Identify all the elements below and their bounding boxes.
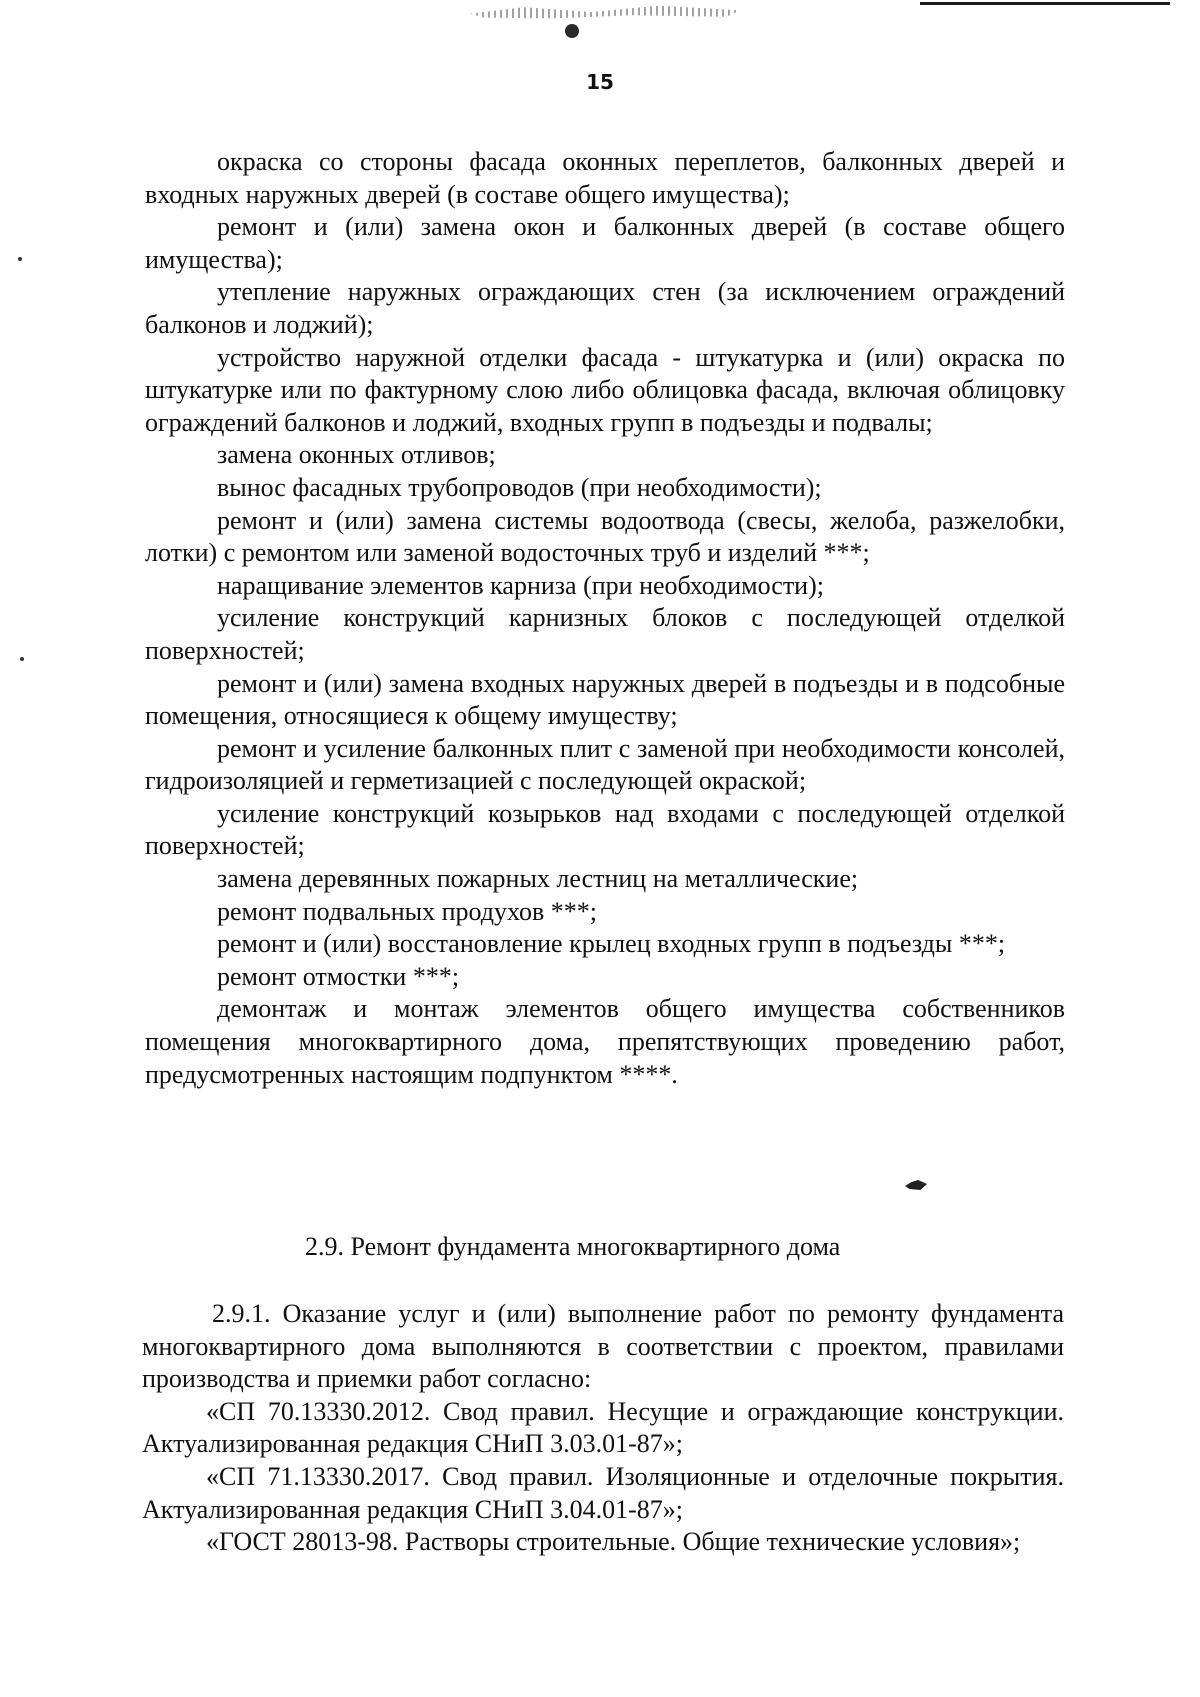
list-item: ремонт и (или) замена входных наружных дверей в подъезды и в подсобные помещения, относящиеся к общему имуществу; [145,668,1065,731]
scan-smudge [470,4,740,20]
scan-speck [20,657,24,661]
section-body [142,1298,1064,1559]
scan-edge-line [920,2,1170,5]
list-item: вынос фасадных трубопроводов (при необходимости); [217,472,822,502]
list-item: наращивание элементов карниза (при необходимости); [217,570,824,600]
works-list [145,146,1065,1091]
standard-reference: «СП 70.13330.2012. Свод правил. Несущие и ограждающие конструкции. Актуализированная редакция СНиП 3.03.01-87»; [142,1396,1064,1459]
ink-stain [905,1180,927,1190]
ink-blot [565,24,579,38]
list-item: ремонт и (или) восстановление крылец входных групп в подъезды ***; [217,929,1006,959]
page-number: 15 [586,70,614,94]
section-intro: 2.9.1. Оказание услуг и (или) выполнение работ по ремонту фундамента многоквартирного дома выполняются в соответствии с проектом, правилами производства и приемки работ согласно: [142,1299,1064,1394]
list-item: ремонт подвальных продухов ***; [217,896,597,926]
list-item: усиление конструкций козырьков над входами с последующей отделкой поверхностей; [145,798,1065,861]
section-heading: 2.9. Ремонт фундамента многоквартирного дома [305,1232,841,1261]
list-item: замена оконных отливов; [217,440,496,470]
list-item: окраска со стороны фасада оконных переплетов, балконных дверей и входных наружных дверей (в составе общего имущества); [145,147,1065,209]
list-item: усиление конструкций карнизных блоков с последующей отделкой поверхностей; [145,603,1065,665]
scan-speck [18,257,22,261]
standard-reference: «СП 71.13330.2017. Свод правил. Изоляционные и отделочные покрытия. Актуализированная редакция СНиП 3.04.01-87»; [142,1461,1064,1524]
list-item: ремонт отмостки ***; [217,961,460,991]
list-item: устройство наружной отделки фасада - штукатурка и (или) окраска по штукатурке или по фактурному слою либо облицовка фасада, включая облицовку ограждений балконов и лоджий, входных групп в подъезды и подвалы; [145,342,1065,437]
list-item: ремонт и (или) замена системы водоотвода (свесы, желоба, разжелобки, лотки) с ремонтом или заменой водосточных труб и изделий ***; [145,505,1065,568]
list-item: демонтаж и монтаж элементов общего имущества собственников помещения многоквартирного дома, препятствующих проведению работ, предусмотренных настоящим подпунктом ****. [145,994,1065,1089]
standard-reference: «ГОСТ 28013-98. Растворы строительные. Общие технические условия»; [206,1527,1021,1557]
list-item: ремонт и усиление балконных плит с заменой при необходимости консолей, гидроизоляцией и герметизацией с последующей окраской; [145,733,1065,796]
list-item: замена деревянных пожарных лестниц на металлические; [217,864,859,894]
list-item: утепление наружных ограждающих стен (за исключением ограждений балконов и лоджий); [145,277,1065,339]
list-item: ремонт и (или) замена окон и балконных дверей (в составе общего имущества); [145,212,1065,274]
